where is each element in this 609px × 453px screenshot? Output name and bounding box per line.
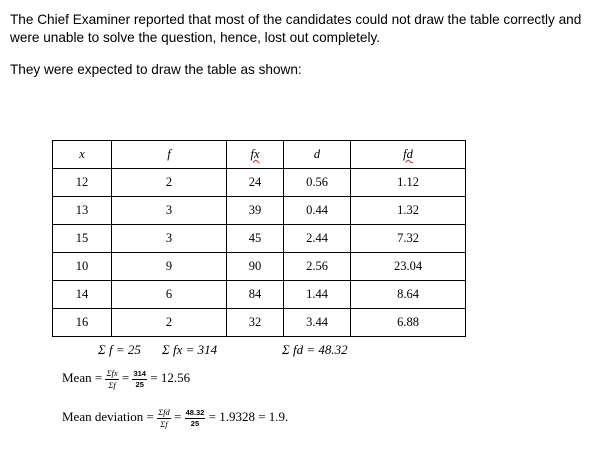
table-row xyxy=(53,253,466,281)
table-cell: 23.04 xyxy=(351,253,466,281)
table-cell: 2.56 xyxy=(284,253,351,281)
table-cell: 12 xyxy=(53,169,112,197)
mean-symbolic-fraction xyxy=(105,369,118,389)
header-x: x xyxy=(53,141,112,169)
md-symbolic-fraction xyxy=(157,408,171,428)
header-d: d xyxy=(284,141,351,169)
table-cell: 2 xyxy=(112,309,227,337)
md-result: = 1.9328 = 1.9. xyxy=(208,408,289,424)
mean-frac-num: Σfx xyxy=(106,368,118,378)
md-equals: = xyxy=(173,408,182,424)
md-frac-num: Σfd xyxy=(158,407,170,417)
frequency-table xyxy=(52,140,466,337)
report-paragraph: The Chief Examiner reported that most of the candidates could not draw the table correctly and were unable to solve the question, hence, lost out completely. xyxy=(10,12,582,45)
table-cell: 14 xyxy=(53,281,112,309)
table-row xyxy=(53,197,466,225)
table-cell: 84 xyxy=(227,281,284,309)
table-cell: 0.44 xyxy=(284,197,351,225)
table-cell: 2.44 xyxy=(284,225,351,253)
table-cell: 13 xyxy=(53,197,112,225)
table-cell: 10 xyxy=(53,253,112,281)
table-cell: 0.56 xyxy=(284,169,351,197)
table-row xyxy=(53,309,466,337)
sum-fx: Σ fx = 314 xyxy=(162,342,218,357)
table-cell: 3 xyxy=(112,225,227,253)
header-f: f xyxy=(112,141,227,169)
expected-paragraph: They were expected to draw the table as shown: xyxy=(10,62,302,77)
table-cell: 39 xyxy=(227,197,284,225)
table-cell: 45 xyxy=(227,225,284,253)
mean-label: Mean = xyxy=(62,369,103,385)
table-row xyxy=(53,225,466,253)
table-row xyxy=(53,281,466,309)
mean-equals: = xyxy=(121,369,130,385)
table-cell: 32 xyxy=(227,309,284,337)
table-cell: 3 xyxy=(112,197,227,225)
md-value-fraction xyxy=(185,409,206,427)
header-fd xyxy=(351,141,466,169)
sum-f: Σ f = 25 xyxy=(98,342,141,357)
table-cell: 6.88 xyxy=(351,309,466,337)
mean-formula xyxy=(62,369,190,389)
table-cell: 90 xyxy=(227,253,284,281)
table-cell: 6 xyxy=(112,281,227,309)
table-cell: 1.32 xyxy=(351,197,466,225)
mean-deviation-formula xyxy=(62,408,288,428)
table-cell: 16 xyxy=(53,309,112,337)
mean-val-num: 314 xyxy=(133,369,146,378)
header-fx-text: fx xyxy=(250,147,260,161)
md-label: Mean deviation = xyxy=(62,408,154,424)
table-cell: 15 xyxy=(53,225,112,253)
mean-result: = 12.56 xyxy=(150,369,191,385)
table-cell: 7.32 xyxy=(351,225,466,253)
sum-fd: Σ fd = 48.32 xyxy=(282,342,348,357)
mean-val-den: 25 xyxy=(135,379,144,389)
md-frac-den: Σf xyxy=(160,418,168,429)
table-cell: 1.44 xyxy=(284,281,351,309)
table-cell: 3.44 xyxy=(284,309,351,337)
table-cell: 24 xyxy=(227,169,284,197)
table-cell: 8.64 xyxy=(351,281,466,309)
table-row xyxy=(53,169,466,197)
header-fx xyxy=(227,141,284,169)
table-cell: 2 xyxy=(112,169,227,197)
md-val-num: 48.32 xyxy=(185,408,205,417)
header-fd-text: fd xyxy=(403,147,413,161)
mean-value-fraction xyxy=(132,370,147,388)
md-val-den: 25 xyxy=(190,418,200,428)
mean-frac-den: Σf xyxy=(108,379,116,390)
table-header-row xyxy=(53,141,466,169)
table-cell: 1.12 xyxy=(351,169,466,197)
table-cell: 9 xyxy=(112,253,227,281)
